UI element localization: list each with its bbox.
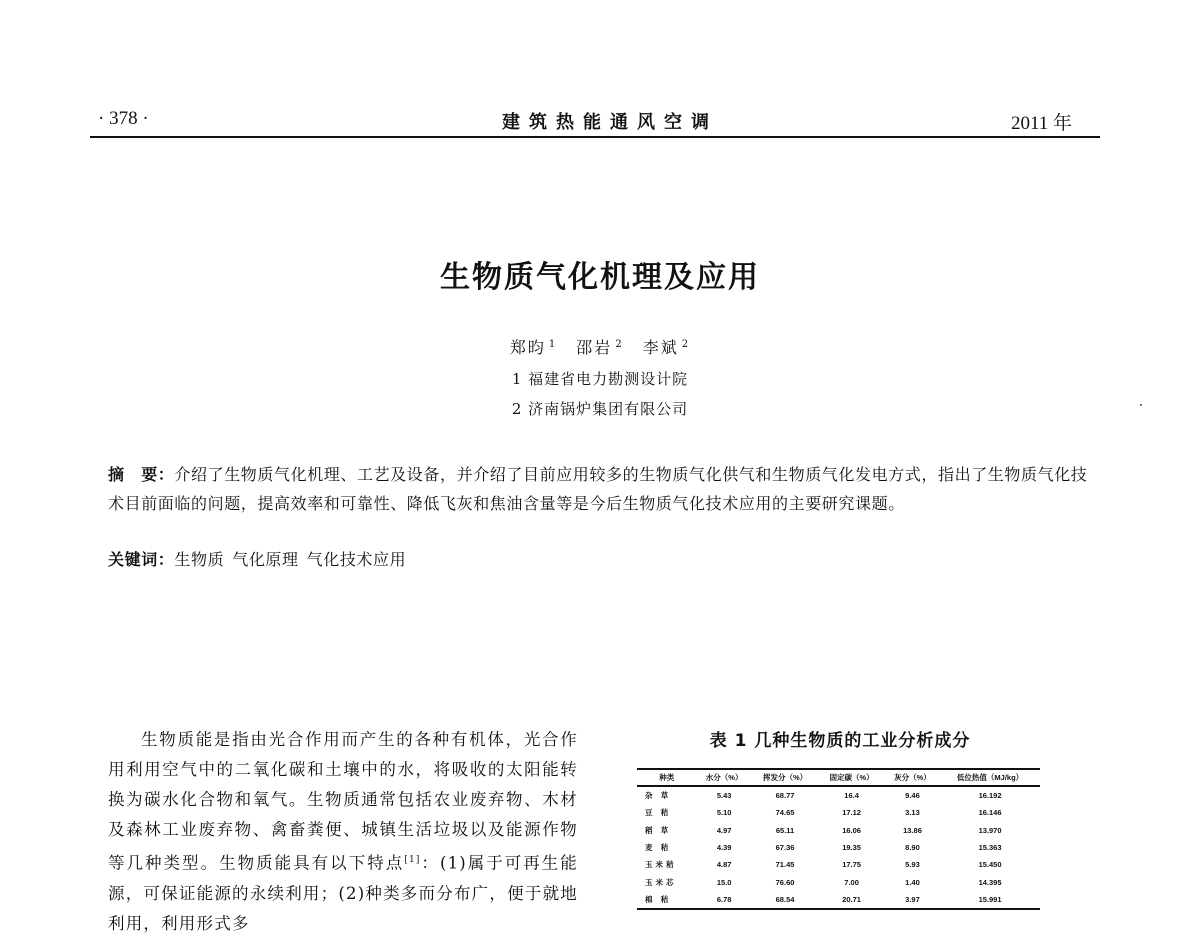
cell: 17.75	[842, 860, 861, 870]
column-header: 种类	[659, 773, 675, 782]
cell: 13.86	[903, 825, 922, 835]
table-caption: 表 1 几种生物质的工业分析成分	[709, 731, 971, 751]
cell: 8.90	[905, 843, 920, 853]
cell: 13.970	[978, 825, 1002, 835]
row-label: 玉米秸	[645, 860, 677, 870]
row-label: 豆 秸	[645, 808, 672, 818]
table-row	[637, 839, 1040, 856]
header-rule	[90, 136, 1100, 138]
table-row	[637, 822, 1040, 839]
keywords	[108, 547, 414, 570]
affiliation-mark: 2	[681, 338, 691, 350]
cell: 5.43	[716, 791, 732, 801]
row-label: 杂 草	[645, 791, 672, 801]
column-header: 固定碳（%）	[829, 773, 874, 782]
keyword: 生物质	[174, 550, 225, 569]
journal-name: 建筑热能通风空调	[502, 112, 718, 133]
cell: 4.39	[716, 843, 732, 853]
keyword: 气化技术应用	[306, 550, 407, 569]
publication-year: 2011 年	[1010, 113, 1072, 134]
cell: 6.78	[716, 894, 732, 904]
affiliation-mark: 1	[548, 338, 558, 350]
table-row	[637, 786, 1040, 804]
citation-link[interactable]: [1]	[404, 855, 421, 865]
row-label: 稻 草	[645, 825, 672, 835]
cell: 74.65	[775, 808, 795, 818]
article-title: 生物质气化机理及应用	[440, 260, 760, 295]
column-header: 挥发分（%）	[762, 773, 808, 782]
cell: 16.06	[842, 825, 861, 835]
row-label: 玉米芯	[645, 877, 677, 887]
author-name: 李斌	[642, 338, 679, 357]
column-header: 灰分（%）	[894, 773, 931, 782]
cell: 71.45	[775, 860, 795, 870]
affiliation-2: 2 济南锅炉集团有限公司	[511, 400, 689, 418]
cell: 3.13	[905, 808, 920, 818]
scan-speck	[1140, 404, 1142, 406]
biomass-analysis-table	[637, 768, 1040, 910]
author-name: 邵岩	[576, 338, 613, 357]
cell: 7.00	[844, 877, 859, 887]
cell: 15.0	[716, 877, 732, 887]
cell: 4.97	[716, 825, 732, 835]
table-row	[637, 804, 1040, 821]
table-row	[637, 856, 1040, 873]
cell: 15.363	[978, 843, 1002, 853]
cell: 15.450	[978, 860, 1002, 870]
cell: 20.71	[842, 894, 861, 904]
cell: 16.4	[844, 791, 859, 801]
cell: 76.60	[775, 877, 795, 887]
body-text: 生物质能是指由光合作用而产生的各种有机体，光合作用利用空气中的二氧化碳和土壤中的水，将吸收的太阳能转换为碳水化合物和氧气。生物质通常包括农业废弃物、木材及森林工业废弃物、禽畜粪便、城镇生活垃圾以及能源作物等几种类型。生物质能具有以下特点	[108, 730, 578, 873]
row-label: 麦 秸	[645, 843, 672, 853]
cell: 4.87	[716, 860, 732, 870]
author-name: 郑昀	[509, 338, 546, 357]
body-text: ：(1)属于可再生能源，可保证能源的永续利用；(2)种类多而分布广，便于就地利用，利用形式多	[108, 853, 579, 933]
keyword: 气化原理	[232, 550, 299, 569]
row-label: 棉 秸	[645, 894, 672, 904]
cell: 9.46	[905, 791, 920, 801]
table-row	[637, 891, 1040, 909]
column-header: 水分（%）	[705, 773, 743, 782]
body-paragraph	[108, 725, 578, 939]
column-header: 低位热值（MJ/kg）	[956, 773, 1024, 782]
cell: 19.35	[842, 843, 861, 853]
cell: 68.77	[775, 791, 795, 801]
cell: 3.97	[905, 894, 920, 904]
author	[510, 338, 557, 357]
author	[576, 338, 623, 357]
cell: 17.12	[842, 808, 861, 818]
affiliation-1: 1 福建省电力勘测设计院	[511, 370, 689, 388]
cell: 15.991	[978, 894, 1002, 904]
running-head	[90, 108, 1100, 138]
table-header-row	[637, 769, 1040, 786]
abstract	[108, 460, 1098, 518]
table-row	[637, 873, 1040, 890]
page-number: · 378 ·	[98, 108, 149, 129]
body-column-left	[108, 725, 578, 939]
author-list	[0, 335, 1200, 358]
cell: 5.10	[716, 808, 732, 818]
cell: 14.395	[978, 877, 1002, 887]
cell: 16.146	[978, 808, 1002, 818]
cell: 68.54	[775, 894, 795, 904]
affiliation-mark: 2	[615, 338, 624, 350]
cell: 1.40	[905, 877, 920, 887]
cell: 16.192	[978, 791, 1002, 801]
abstract-text: 介绍了生物质气化机理、工艺及设备，并介绍了目前应用较多的生物质气化供气和生物质气化发电方式，指出了生物质气化技术目前面临的问题，提高效率和可靠性、降低飞灰和焦油含量等是今后生物质气化技术应用的主要研究课题。	[108, 465, 1088, 513]
cell: 5.93	[905, 860, 920, 870]
cell: 65.11	[775, 825, 795, 835]
abstract-label: 摘 要：	[108, 465, 175, 484]
keywords-label: 关键词：	[108, 550, 175, 569]
author	[643, 338, 690, 357]
cell: 67.36	[775, 843, 795, 853]
